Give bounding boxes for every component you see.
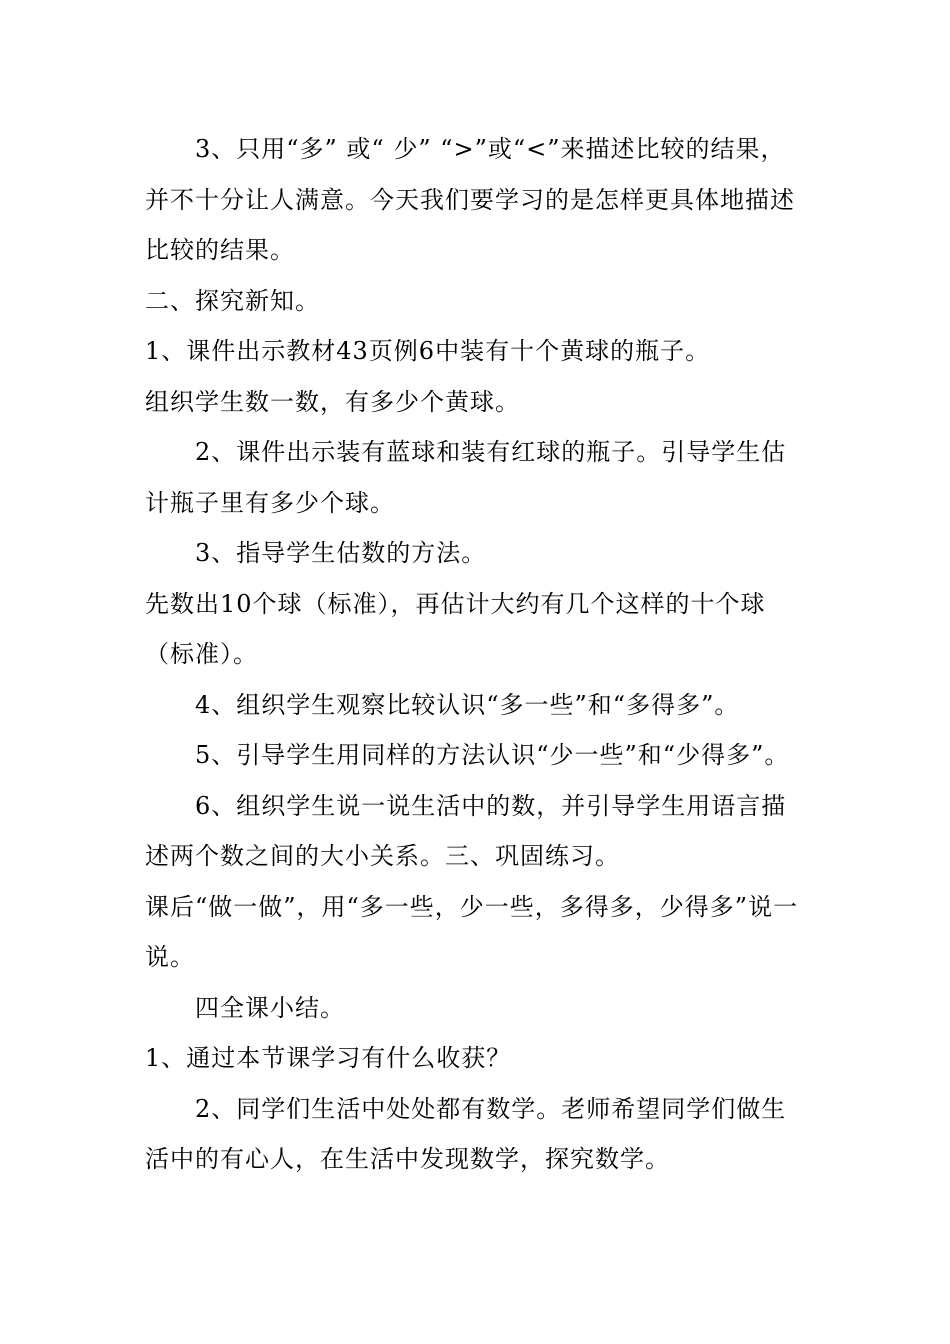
paragraph-step-5: 5、引导学生用同样的方法认识“少一些”和“少得多”。 [195, 741, 790, 769]
paragraph-practice: 课后“做一做”，用“多一些，少一些，多得多，少得多”说一说。 [145, 892, 799, 971]
paragraph-count-yellow: 组织学生数一数，有多少个黄球。 [145, 387, 520, 416]
paragraph-step-1: 1、课件出示教材43页例6中装有十个黄球的瓶子。 [145, 337, 711, 365]
paragraph-compare-intro: 3、只用“多” 或“ 少” “>”或“<”来描述比较的结果，并不十分让人满意。今天我们要学习的是怎样更具体地描述比较的结果。 [145, 135, 795, 264]
section-heading-summary: 四全课小结。 [195, 993, 345, 1022]
paragraph-step-4: 4、组织学生观察比较认识“多一些”和“多得多”。 [195, 690, 740, 719]
paragraph-step-2: 2、课件出示装有蓝球和装有红球的瓶子。引导学生估计瓶子里有多少个球。 [145, 438, 787, 517]
paragraph-estimate-method: 先数出10个球（标准），再估计大约有几个这样的十个球（标准）。 [145, 589, 766, 668]
document-body [145, 124, 810, 1185]
paragraph-summary-2: 2、同学们生活中处处都有数学。老师希望同学们做生活中的有心人，在生活中发现数学，探究数学。 [145, 1094, 787, 1173]
paragraph-step-6: 6、组织学生说一说生活中的数，并引导学生用语言描述两个数之间的大小关系。三、巩固练习。 [145, 791, 787, 870]
paragraph-summary-1: 1、通过本节课学习有什么收获？ [145, 1044, 512, 1072]
paragraph-step-3: 3、指导学生估数的方法。 [195, 539, 487, 567]
section-heading-explore: 二、探究新知。 [145, 286, 320, 315]
